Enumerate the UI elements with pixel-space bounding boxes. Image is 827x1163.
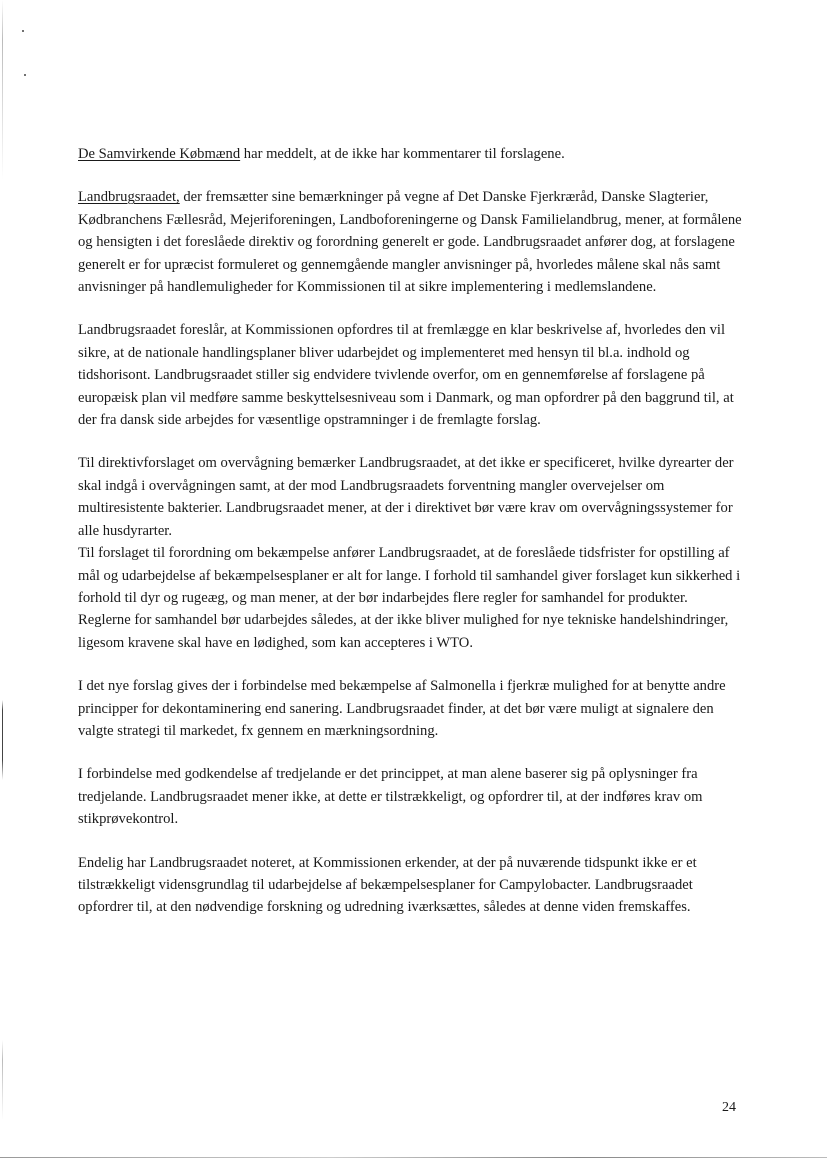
scan-speck xyxy=(24,74,26,76)
paragraph-overvaagning xyxy=(78,452,743,542)
paragraph-text: Landbrugsraadet foreslår, at Kommissionen opfordres til at fremlægge en klar beskrivelse af, hvorledes den vil sikre, at de nationale handlingsplaner bliver udarbejdet og implementeret med hensyn til bl.a. indhold og tidshorisont. Landbrugsraadet stiller sig endvidere tvivlende overfor, om en gennemførelse af forslagene på europæisk plan vil medføre samme beskyttelsesniveau som i Danmark, og man opfordrer på den baggrund til, at der fra dansk side arbejdes for væsentlige opstramninger i de fremlagte forslag. xyxy=(78,322,734,429)
paragraph-salmonella xyxy=(78,675,743,742)
paragraph-text: Endelig har Landbrugsraadet noteret, at Kommissionen erkender, at der på nuværende tidspunkt ikke er et tilstrækkeligt vidensgrundlag til udarbejdelse af bekæmpelsesplaner for Campylobacter. Landbrugsraadet opfordrer til, at den nødvendige forskning og udredning iværksættes, således at denne viden fremskaffes. xyxy=(78,854,697,916)
page-number: 24 xyxy=(722,1100,736,1115)
paragraph-text: Til direktivforslaget om overvågning bemærker Landbrugsraadet, at det ikke er specificeret, hvilke dyrearter der skal indgå i overvågningen samt, at der mod Landbrugsraadets forventning mangler overvejelser om multiresistente bakterier. Landbrugsraadet mener, at der i direktivet bør være krav om overvågningssystemer for alle husdyrarter. xyxy=(78,455,734,539)
scan-edge xyxy=(2,0,3,1163)
paragraph-lead: De Samvirkende Købmænd xyxy=(78,146,241,162)
paragraph-text: der fremsætter sine bemærkninger på vegne af Det Danske Fjerkræråd, Danske Slagterier, Kødbranchens Fællesråd, Mejeriforeningen, Landboforeningerne og Dansk Familielandbrug, mener, at formålene og hensigten i det foreslåede direktiv og forordning generelt er gode. Landbrugsraadet anfører dog, at forslagene generelt er for upræcist formuleret og gennemgående mangler anvisninger på, hvorledes målene skal nås samt anvisninger på handlemuligheder for Kommissionen til at sikre implementering i medlemslandene. xyxy=(78,189,742,296)
paragraph-text: har meddelt, at de ikke har kommentarer til forslagene. xyxy=(240,146,565,162)
paragraph-samvirkende xyxy=(78,143,743,165)
paragraph-landbrugsraadet-intro xyxy=(78,186,743,298)
paragraph-text: Til forslaget til forordning om bekæmpelse anfører Landbrugsraadet, at de foreslåede tidsfrister for opstilling af mål og udarbejdelse af bekæmpelsesplaner er alt for lange. I forhold til samhandel giver forslaget kun sikkerhed i forhold til dyr og rugeæg, og man mener, at der bør indarbejdes flere regler for samhandel for produkter. Reglerne for samhandel bør udarbejdes således, at der ikke bliver mulighed for nye tekniske handelshindringer, ligesom kravene skal have en lødighed, som kan accepteres i WTO. xyxy=(78,545,741,651)
document-body xyxy=(78,143,743,940)
paragraph-text: I forbindelse med godkendelse af tredjelande er det princippet, at man alene baserer sig på oplysninger fra tredjelande. Landbrugsraadet mener ikke, at dette er tilstrækkeligt, og opfordrer til, at der indføres krav om stikprøvekontrol. xyxy=(78,766,703,828)
scan-bottom-edge xyxy=(0,1157,827,1158)
paragraph-campylobacter xyxy=(78,852,743,919)
paragraph-text: I det nye forslag gives der i forbindelse med bekæmpelse af Salmonella i fjerkræ mulighed for at benytte andre principper for dekontaminering end sanering. Landbrugsraadet finder, at det bør være muligt at signalere den valgte strategi til markedet, fx gennem en mærkningsordning. xyxy=(78,678,726,739)
paragraph-forordning xyxy=(78,542,743,654)
paragraph-tredjelande xyxy=(78,763,743,830)
paragraph-lead: Landbrugsraadet, xyxy=(78,189,180,206)
scan-speck xyxy=(22,30,24,32)
paragraph-handlingsplaner xyxy=(78,319,743,431)
